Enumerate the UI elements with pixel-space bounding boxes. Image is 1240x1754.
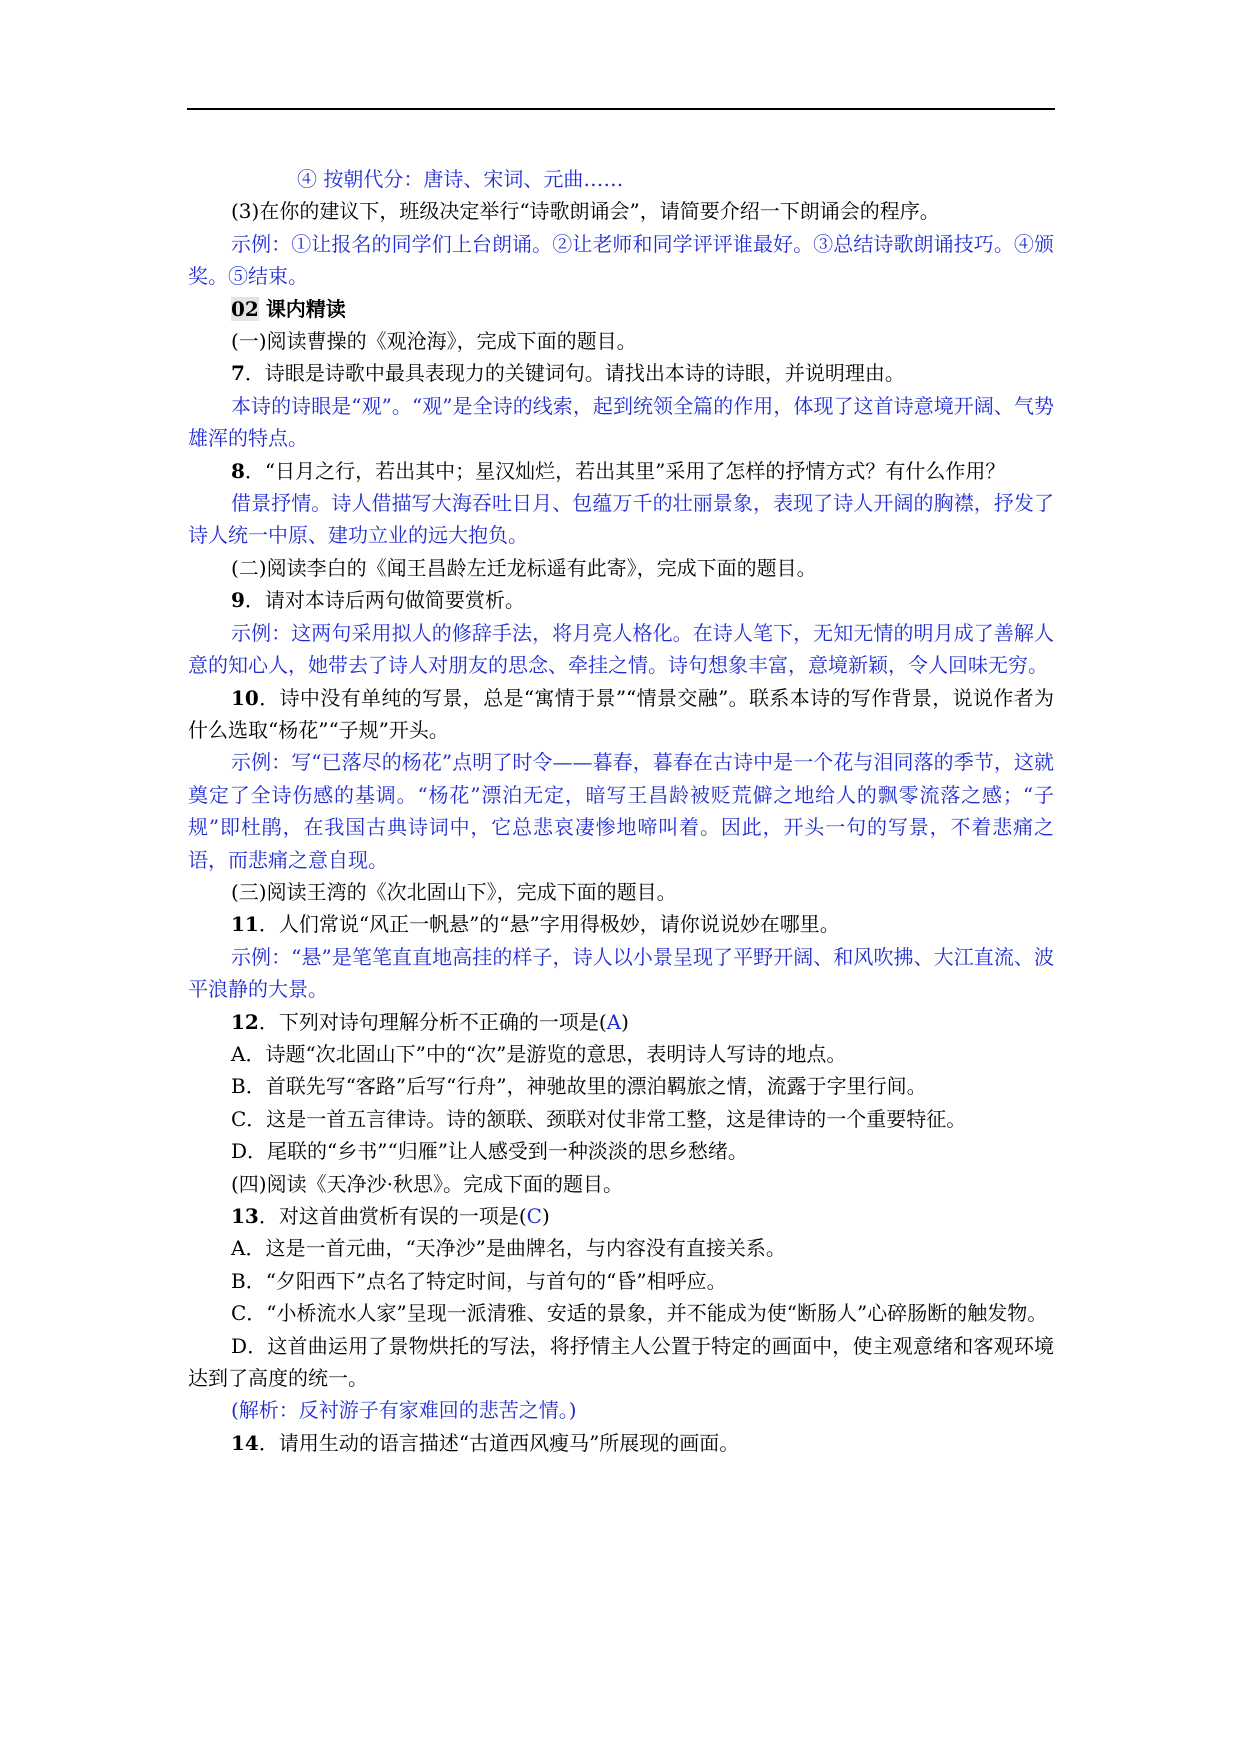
- answer-choice: A: [606, 1009, 622, 1034]
- section-heading: [188, 293, 1054, 325]
- reading-instruction: (二)阅读李白的《闻王昌龄左迁龙标遥有此寄》，完成下面的题目。: [231, 555, 817, 580]
- section-title: 课内精读: [265, 296, 346, 321]
- question-number: 7: [231, 361, 245, 386]
- answer-paragraph: 示例：这两句采用拟人的修辞手法，将月亮人格化。在诗人笔下，无知无情的明月成了善解人意的知心人，她带去了诗人对朋友的思念、牵挂之情。诗句想象丰富，意境新颖，令人回味无穷。: [188, 620, 1054, 678]
- option-c: C．“小桥流水人家”呈现一派清雅、安适的景象，并不能成为使“断肠人”心碎肠断的触发物。: [231, 1301, 1048, 1326]
- question-13: [188, 1200, 1054, 1232]
- question-number: 8: [231, 458, 245, 483]
- document-body: [188, 163, 1054, 1459]
- question-9: [188, 584, 1054, 616]
- question-8: [188, 455, 1054, 487]
- option-a: A．诗题“次北固山下”中的“次”是游览的意思，表明诗人写诗的地点。: [231, 1041, 847, 1066]
- question-11: [188, 908, 1054, 940]
- question-7: [188, 357, 1054, 389]
- section-number: 02: [231, 296, 259, 321]
- question-text: ．人们常说“风正一帆悬”的“悬”字用得极妙，请你说说妙在哪里。: [258, 912, 840, 937]
- reading-instruction: (一)阅读曹操的《观沧海》，完成下面的题目。: [231, 329, 637, 354]
- question-12: [188, 1006, 1054, 1038]
- question-number: 10: [231, 685, 259, 710]
- question-10: [188, 682, 1054, 747]
- analysis-note: (解析：反衬游子有家难回的悲苦之情。): [231, 1398, 577, 1423]
- answer-paragraph: 示例：①让报名的同学们上台朗诵。②让老师和同学评评谁最好。③总结诗歌朗诵技巧。④颁奖。⑤结束。: [188, 231, 1054, 289]
- answer-choice: C: [526, 1204, 542, 1228]
- question-number: 12: [231, 1009, 259, 1034]
- option-d: D．这首曲运用了景物烘托的写法，将抒情主人公置于特定的画面中，使主观意绪和客观环境达到了高度的统一。: [188, 1333, 1054, 1391]
- question-text-end: ): [541, 1204, 550, 1228]
- question-text: ．诗中没有单纯的写景，总是“寓情于景”“情景交融”。联系本诗的写作背景，说说作者为什么选取“杨花”“子规”开头。: [188, 685, 1054, 742]
- question-text: ．请对本诗后两句做简要赏析。: [244, 588, 525, 613]
- option-a: A．这是一首元曲，“天净沙”是曲牌名，与内容没有直接关系。: [231, 1236, 786, 1261]
- question-number: 13: [231, 1204, 259, 1228]
- option-d: D．尾联的“乡书”“归雁”让人感受到一种淡淡的思乡愁绪。: [231, 1139, 748, 1164]
- reading-instruction: (三)阅读王湾的《次北固山下》，完成下面的题目。: [231, 879, 677, 904]
- answer-paragraph: 本诗的诗眼是“观”。“观”是全诗的线索，起到统领全篇的作用，体现了这首诗意境开阔、气势雄浑的特点。: [188, 393, 1054, 451]
- option-c: C．这是一首五言律诗。诗的颔联、颈联对仗非常工整，这是律诗的一个重要特征。: [231, 1106, 967, 1131]
- question-text: ．请用生动的语言描述“古道西风瘦马”所展现的画面。: [258, 1430, 740, 1455]
- question-text-end: ): [621, 1009, 629, 1034]
- answer-paragraph: 示例：“悬”是笔笔直直地高挂的样子，诗人以小景呈现了平野开阔、和风吹拂、大江直流、波平浪静的大景。: [188, 944, 1054, 1002]
- question-number: 11: [231, 912, 259, 937]
- answer-line: ④ 按朝代分：唐诗、宋词、元曲……: [297, 167, 624, 191]
- header-rule: [187, 108, 1055, 110]
- question-text: ．对这首曲赏析有误的一项是(: [258, 1204, 527, 1228]
- reading-instruction: (四)阅读《天净沙·秋思》。完成下面的题目。: [231, 1171, 623, 1196]
- question-text: ．“日月之行，若出其中；星汉灿烂，若出其里”采用了怎样的抒情方式？有什么作用？: [244, 458, 1006, 483]
- question-text: ．下列对诗句理解分析不正确的一项是(: [258, 1009, 607, 1034]
- question-14: [188, 1427, 1054, 1459]
- option-b: B．首联先写“客路”后写“行舟”，神驰故里的漂泊羁旅之情，流露于字里行间。: [231, 1074, 927, 1099]
- answer-paragraph: 示例：写“已落尽的杨花”点明了时令——暮春，暮春在古诗中是一个花与泪同落的季节，这就奠定了全诗伤感的基调。“杨花”漂泊无定，暗写王昌龄被贬荒僻之地给人的飘零流落之感；“子规”即杜鹃，在我国古典诗词中，它总悲哀凄惨地啼叫着。因此，开头一句的写景，不着悲痛之语，而悲痛之意自现。: [188, 750, 1054, 872]
- question-number: 14: [231, 1430, 259, 1455]
- option-b: B．“夕阳西下”点名了特定时间，与首句的“昏”相呼应。: [231, 1268, 727, 1293]
- answer-paragraph: 借景抒情。诗人借描写大海吞吐日月、包蕴万千的壮丽景象，表现了诗人开阔的胸襟，抒发了诗人统一中原、建功立业的远大抱负。: [188, 491, 1054, 548]
- question-line: (3)在你的建议下，班级决定举行“诗歌朗诵会”，请简要介绍一下朗诵会的程序。: [231, 199, 940, 224]
- question-number: 9: [231, 588, 245, 613]
- question-text: ．诗眼是诗歌中最具表现力的关键词句。请找出本诗的诗眼，并说明理由。: [244, 361, 905, 386]
